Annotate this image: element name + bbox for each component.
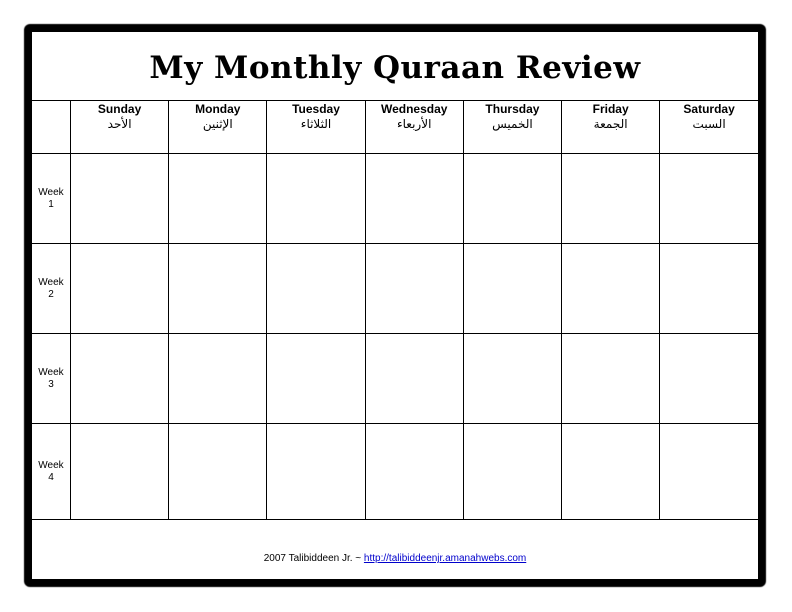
day-cell[interactable] bbox=[660, 424, 758, 520]
footer-link[interactable]: http://talibiddeenjr.amanahwebs.com bbox=[363, 553, 527, 564]
title-area bbox=[32, 32, 758, 100]
corner-cell bbox=[32, 101, 71, 154]
day-cell[interactable] bbox=[71, 334, 169, 424]
week-label-2 bbox=[32, 244, 71, 334]
week-label-1 bbox=[32, 154, 71, 244]
day-cell[interactable] bbox=[71, 154, 169, 244]
day-name-ar: الثلاثاء bbox=[300, 117, 332, 131]
day-cell[interactable] bbox=[71, 244, 169, 334]
day-cell[interactable] bbox=[267, 334, 365, 424]
calendar-frame bbox=[26, 26, 764, 585]
week-number: 3 bbox=[48, 378, 54, 390]
day-cell[interactable] bbox=[463, 244, 561, 334]
day-name-ar: الأربعاء bbox=[397, 117, 432, 131]
day-cell[interactable] bbox=[169, 334, 267, 424]
week-number: 4 bbox=[48, 471, 54, 483]
day-cell[interactable] bbox=[365, 154, 463, 244]
day-cell[interactable] bbox=[562, 154, 660, 244]
day-name-en: Friday bbox=[592, 102, 629, 116]
week-row-2 bbox=[32, 244, 758, 334]
day-cell[interactable] bbox=[660, 244, 758, 334]
day-header-row bbox=[32, 101, 758, 154]
week-number: 2 bbox=[48, 288, 54, 300]
day-name-ar: الجمعة bbox=[593, 117, 628, 131]
day-header-saturday bbox=[660, 101, 758, 154]
week-word: Week bbox=[38, 186, 64, 198]
day-cell[interactable] bbox=[267, 244, 365, 334]
day-cell[interactable] bbox=[463, 424, 561, 520]
day-header-friday bbox=[562, 101, 660, 154]
day-name-ar: الأحد bbox=[107, 117, 132, 131]
week-word: Week bbox=[38, 366, 64, 378]
week-row-4 bbox=[32, 424, 758, 520]
day-cell[interactable] bbox=[562, 334, 660, 424]
week-label-4 bbox=[32, 424, 71, 520]
week-row-1 bbox=[32, 154, 758, 244]
week-number: 1 bbox=[48, 198, 54, 210]
day-cell[interactable] bbox=[169, 424, 267, 520]
day-name-ar: السبت bbox=[692, 117, 726, 131]
day-header-tuesday bbox=[267, 101, 365, 154]
day-name-en: Monday bbox=[195, 102, 241, 116]
page-title: My Monthly Quraan Review bbox=[149, 50, 641, 86]
day-cell[interactable] bbox=[365, 424, 463, 520]
day-name-ar: الخميس bbox=[492, 117, 533, 131]
day-cell[interactable] bbox=[463, 154, 561, 244]
review-calendar-grid bbox=[32, 100, 758, 520]
day-cell[interactable] bbox=[660, 154, 758, 244]
day-cell[interactable] bbox=[562, 424, 660, 520]
day-cell[interactable] bbox=[660, 334, 758, 424]
day-cell[interactable] bbox=[71, 424, 169, 520]
day-header-sunday bbox=[71, 101, 169, 154]
day-header-monday bbox=[169, 101, 267, 154]
day-name-en: Saturday bbox=[683, 102, 735, 116]
day-cell[interactable] bbox=[169, 154, 267, 244]
day-header-thursday bbox=[463, 101, 561, 154]
day-cell[interactable] bbox=[169, 244, 267, 334]
day-name-ar: الإثنين bbox=[202, 117, 233, 131]
week-word: Week bbox=[38, 276, 64, 288]
day-name-en: Thursday bbox=[485, 102, 540, 116]
day-cell[interactable] bbox=[267, 424, 365, 520]
day-name-en: Sunday bbox=[97, 102, 142, 116]
day-cell[interactable] bbox=[562, 244, 660, 334]
day-name-en: Wednesday bbox=[380, 102, 448, 116]
day-cell[interactable] bbox=[463, 334, 561, 424]
day-cell[interactable] bbox=[365, 334, 463, 424]
day-cell[interactable] bbox=[365, 244, 463, 334]
footer bbox=[32, 553, 758, 564]
footer-credit: 2007 Talibiddeen Jr. ~ bbox=[263, 553, 364, 564]
day-header-wednesday bbox=[365, 101, 463, 154]
day-cell[interactable] bbox=[267, 154, 365, 244]
week-label-3 bbox=[32, 334, 71, 424]
week-word: Week bbox=[38, 459, 64, 471]
week-row-3 bbox=[32, 334, 758, 424]
day-name-en: Tuesday bbox=[292, 102, 340, 116]
